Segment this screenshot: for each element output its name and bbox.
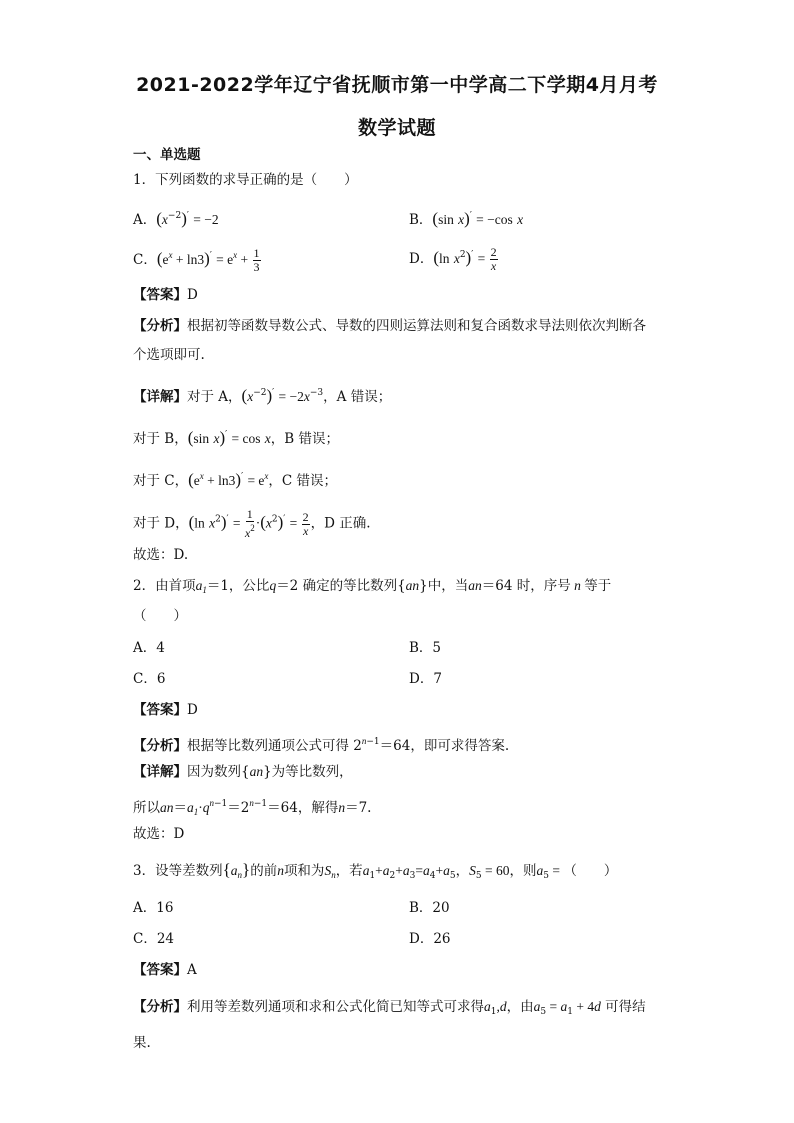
- q1-option-a: A．$(x^{-2})' = -2$: [133, 209, 219, 228]
- q2-answer: 【答案】D: [133, 702, 198, 718]
- q2-conclusion: 故选：D: [133, 826, 185, 842]
- q2-stem-paren: （ ）: [133, 608, 187, 624]
- q1-conclusion: 故选：D.: [133, 547, 189, 563]
- q1-option-d: D．(ln $x^2)'$ = $\frac{2}{x}$: [409, 245, 497, 273]
- q1-stem: 1．下列函数的求导正确的是（ ）: [133, 172, 358, 188]
- q2-option-c: C．6: [133, 671, 166, 687]
- q2-option-d: D．7: [409, 671, 442, 687]
- q1-detail-a: 【详解】对于 A，$(x^{-2})' = -2x^{-3}$，A 错误；: [133, 386, 392, 405]
- q3-option-b: B．20: [409, 900, 450, 916]
- q3-option-a: A．16: [133, 900, 174, 916]
- q2-option-b: B．5: [409, 640, 442, 656]
- q1-answer: 【答案】D: [133, 287, 198, 303]
- section-heading: 一、单选题: [133, 147, 201, 163]
- q2-stem: 2．由首项$a_1=1$，公比q＝2 确定的等比数列{an}中，当an＝64 时，序号 n 等于: [133, 578, 612, 595]
- exam-title-line2: 数学试题: [357, 117, 436, 139]
- q2-detail: 【详解】因为数列{an}为等比数列，: [133, 764, 353, 780]
- q3-answer: 【答案】A: [133, 962, 197, 978]
- q3-stem: 3．设等差数列$\{a_n\}$的前n项和为$S_n$，若$a_1+a_2+a_3=a_4+a_5$，$S_5 = 60$，则$a_5$ = （ ）: [133, 860, 618, 881]
- q2-analysis: 【分析】根据等比数列通项公式可得 $2^{n-1}=64$，即可求得答案.: [133, 736, 510, 754]
- q1-option-c: C．$(e^x + \ln 3)' = e^x$ + $\frac{1}{3}$: [133, 246, 260, 274]
- q3-analysis: 【分析】利用等差数列通项和求和公式化简已知等式可求得$a_1,d$，由$a_5 = a_1 + 4d$ 可得结: [133, 999, 646, 1017]
- q3-option-d: D．26: [409, 931, 451, 947]
- q1-detail-c: 对于 C，$(e^x + \ln 3)' = e^x$，C 错误；: [133, 470, 338, 489]
- q1-detail-d: 对于 D，(ln $x^2)'$ = $\frac{1}{x^2}$ $\cdot(x^2)'$ = $\frac{2}{x}$ ，D 正确.: [133, 507, 371, 540]
- q3-option-c: C．24: [133, 931, 175, 947]
- exam-title-line1: 2021-2022学年辽宁省抚顺市第一中学高二下学期4月月考: [136, 74, 658, 96]
- q1-detail-b: 对于 B，(sin x)′ = cos x，B 错误；: [133, 428, 339, 447]
- q1-analysis: 【分析】根据初等函数导数公式、导数的四则运算法则和复合函数求导法则依次判断各: [133, 318, 646, 334]
- q2-detail-2: 所以$an=a_1\cdot q^{n-1}=2^{n-1}=64$，解得n＝7.: [133, 798, 372, 817]
- q1-analysis-cont: 个选项即可.: [133, 347, 205, 363]
- q1-option-b: B．(sin x)′ = −cos x: [409, 209, 524, 228]
- q3-analysis-cont: 果.: [133, 1035, 151, 1051]
- q2-option-a: A．4: [133, 640, 165, 656]
